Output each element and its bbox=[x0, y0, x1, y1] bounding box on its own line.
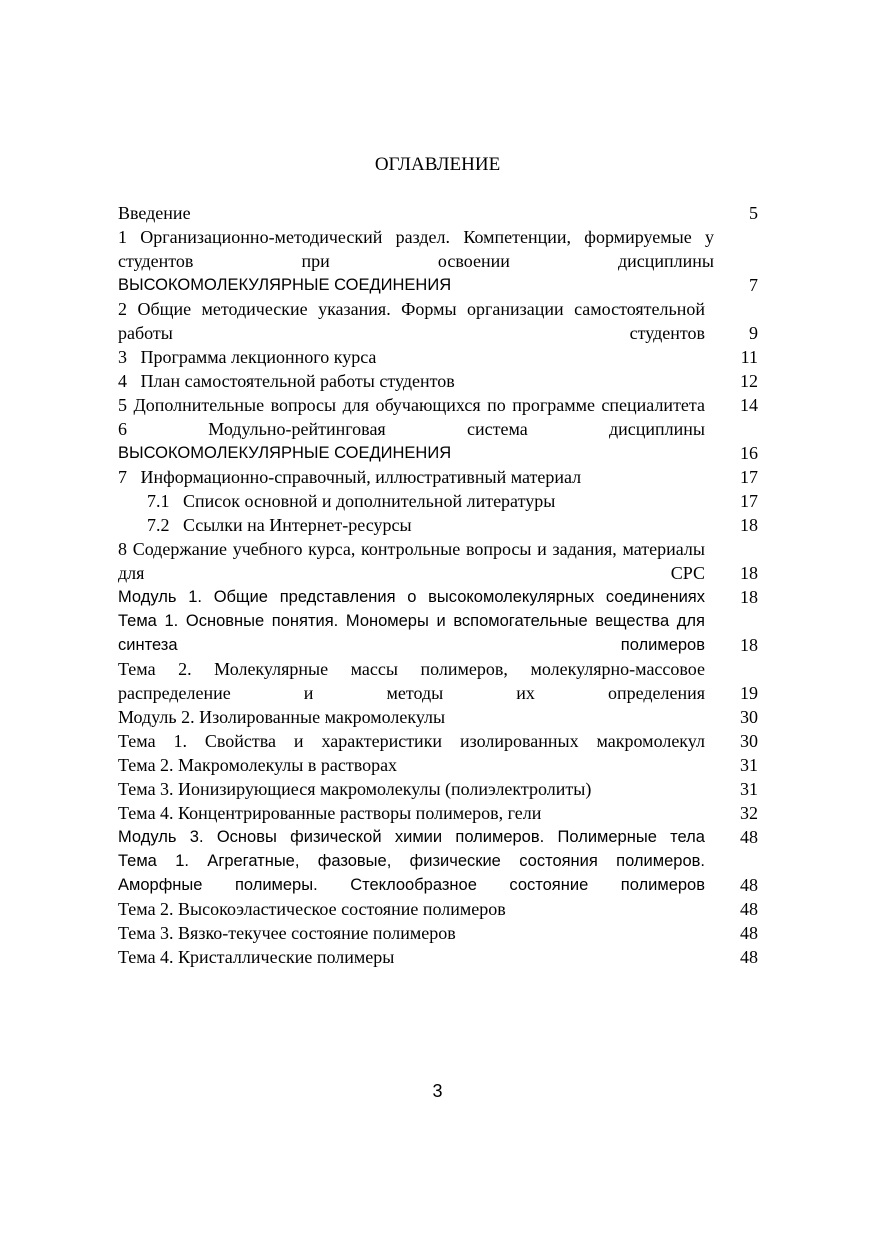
toc-entry-section-5 bbox=[118, 393, 758, 417]
toc-entry-section-3 bbox=[118, 345, 758, 369]
toc-entry-text: Модуль 1. Общие представления о высокомолекулярных соединениях bbox=[118, 588, 705, 606]
toc-entry-section-6 bbox=[118, 417, 758, 465]
toc-entry-module-3-topic-2 bbox=[118, 897, 758, 921]
toc-entry-section-7 bbox=[118, 465, 758, 489]
toc-entry-text: Введение bbox=[118, 203, 191, 223]
toc-entry-module-3 bbox=[118, 825, 758, 849]
toc-entry-text: Тема 4. Концентрированные растворы полимеров, гели bbox=[118, 803, 542, 823]
toc-entry-text: Тема 3. Вязко-текучее состояние полимеров bbox=[118, 923, 456, 943]
toc-entry-module-1-topic-2 bbox=[118, 657, 758, 705]
toc-entry-text: 5 Дополнительные вопросы для обучающихся по программе специалитета bbox=[118, 395, 705, 415]
toc-entry-text: 7 Информационно-справочный, иллюстративный материал bbox=[118, 467, 582, 487]
toc-entry-page: 31 bbox=[740, 755, 758, 775]
toc-entry-section-1 bbox=[118, 225, 758, 297]
toc-entry-page: 18 bbox=[740, 563, 758, 583]
toc-entry-text: Тема 1. Агрегатные, фазовые, физические состояния полимеров. Аморфные полимеры. Стеклообразное состояние полимеров bbox=[118, 852, 705, 894]
toc-entry-page: 30 bbox=[740, 731, 758, 751]
toc-entry-module-2-topic-3 bbox=[118, 777, 758, 801]
toc-entry-text: 4 План самостоятельной работы студентов bbox=[118, 371, 455, 391]
toc-entry-text-caps: ВЫСОКОМОЛЕКУЛЯРНЫЕ СОЕДИНЕНИЯ bbox=[118, 444, 452, 462]
toc-entry-text: Тема 1. Свойства и характеристики изолированных макромолекул bbox=[118, 731, 705, 751]
toc-entry-text: Тема 3. Ионизирующиеся макромолекулы (полиэлектролиты) bbox=[118, 779, 592, 799]
toc-entry-page: 31 bbox=[740, 779, 758, 799]
toc-entry-page: 48 bbox=[740, 899, 758, 919]
toc-entry-page: 17 bbox=[740, 467, 758, 487]
page-number: 3 bbox=[432, 1081, 443, 1101]
toc-entry-module-2-topic-2 bbox=[118, 753, 758, 777]
toc-entry-text: 3 Программа лекционного курса bbox=[118, 347, 377, 367]
toc-entry-page: 48 bbox=[740, 923, 758, 943]
toc-entry-page: 16 bbox=[740, 443, 758, 463]
toc-entry-text: Тема 4. Кристаллические полимеры bbox=[118, 947, 395, 967]
toc-entry-page: 9 bbox=[749, 323, 758, 343]
toc-entry-page: 18 bbox=[740, 587, 758, 607]
toc-entry-section-4 bbox=[118, 369, 758, 393]
toc-entry-page: 18 bbox=[740, 515, 758, 535]
toc-entry-text: 6 Модульно-рейтинговая система дисциплины bbox=[118, 419, 705, 439]
toc-entry-module-3-topic-4 bbox=[118, 945, 758, 969]
toc-entry-text: Тема 1. Основные понятия. Мономеры и вспомогательные вещества для синтеза полимеров bbox=[118, 612, 705, 654]
toc-entry-module-1-topic-1 bbox=[118, 609, 758, 657]
toc-entry-section-2 bbox=[118, 297, 758, 345]
toc-entry-page: 17 bbox=[740, 491, 758, 511]
toc-entry-module-1 bbox=[118, 585, 758, 609]
toc-entry-page: 7 bbox=[749, 275, 758, 295]
toc-entry-page: 11 bbox=[740, 347, 758, 367]
toc-entry-module-3-topic-3 bbox=[118, 921, 758, 945]
toc-entry-page: 18 bbox=[740, 635, 758, 655]
toc-entry-page: 12 bbox=[740, 371, 758, 391]
toc-entry-text: 7.2 Ссылки на Интернет-ресурсы bbox=[147, 515, 412, 535]
toc-entry-page: 32 bbox=[740, 803, 758, 823]
toc-entry-page: 48 bbox=[740, 947, 758, 967]
toc-entry-section-7-2 bbox=[118, 513, 758, 537]
toc-entry-page: 5 bbox=[749, 203, 758, 223]
toc-entry-text: 2 Общие методические указания. Формы организации самостоятельной работы студентов bbox=[118, 299, 705, 343]
toc-entry-text: 7.1 Список основной и дополнительной литературы bbox=[147, 491, 556, 511]
toc-entry-module-2-topic-4 bbox=[118, 801, 758, 825]
toc-entry-page: 48 bbox=[740, 827, 758, 847]
table-of-contents bbox=[118, 201, 758, 969]
toc-entry-page: 14 bbox=[740, 395, 758, 415]
toc-entry-text: Модуль 3. Основы физической химии полимеров. Полимерные тела bbox=[118, 828, 705, 846]
toc-entry-page: 19 bbox=[740, 683, 758, 703]
toc-entry-page: 30 bbox=[740, 707, 758, 727]
toc-entry-text: 8 Содержание учебного курса, контрольные вопросы и задания, материалы для СРС bbox=[118, 539, 705, 583]
toc-entry-page: 48 bbox=[740, 875, 758, 895]
toc-entry-text: 1 Организационно-методический раздел. Компетенции, формируемые у студентов при освоении дисциплины bbox=[118, 227, 714, 271]
toc-entry-section-8 bbox=[118, 537, 758, 585]
toc-entry-module-3-topic-1 bbox=[118, 849, 758, 897]
toc-entry-text: Тема 2. Высокоэластическое состояние полимеров bbox=[118, 899, 506, 919]
toc-entry-section-7-1 bbox=[118, 489, 758, 513]
toc-entry-module-2 bbox=[118, 705, 758, 729]
toc-entry-module-2-topic-1 bbox=[118, 729, 758, 753]
toc-entry-text: Модуль 2. Изолированные макромолекулы bbox=[118, 707, 446, 727]
toc-entry-text: Тема 2. Молекулярные массы полимеров, молекулярно-массовое распределение и методы их определения bbox=[118, 659, 705, 703]
toc-entry-text-caps: ВЫСОКОМОЛЕКУЛЯРНЫЕ СОЕДИНЕНИЯ bbox=[118, 276, 452, 294]
toc-entry-text: Тема 2. Макромолекулы в растворах bbox=[118, 755, 398, 775]
toc-entry-introduction bbox=[118, 201, 758, 225]
toc-title: ОГЛАВЛЕНИЕ bbox=[374, 154, 501, 175]
